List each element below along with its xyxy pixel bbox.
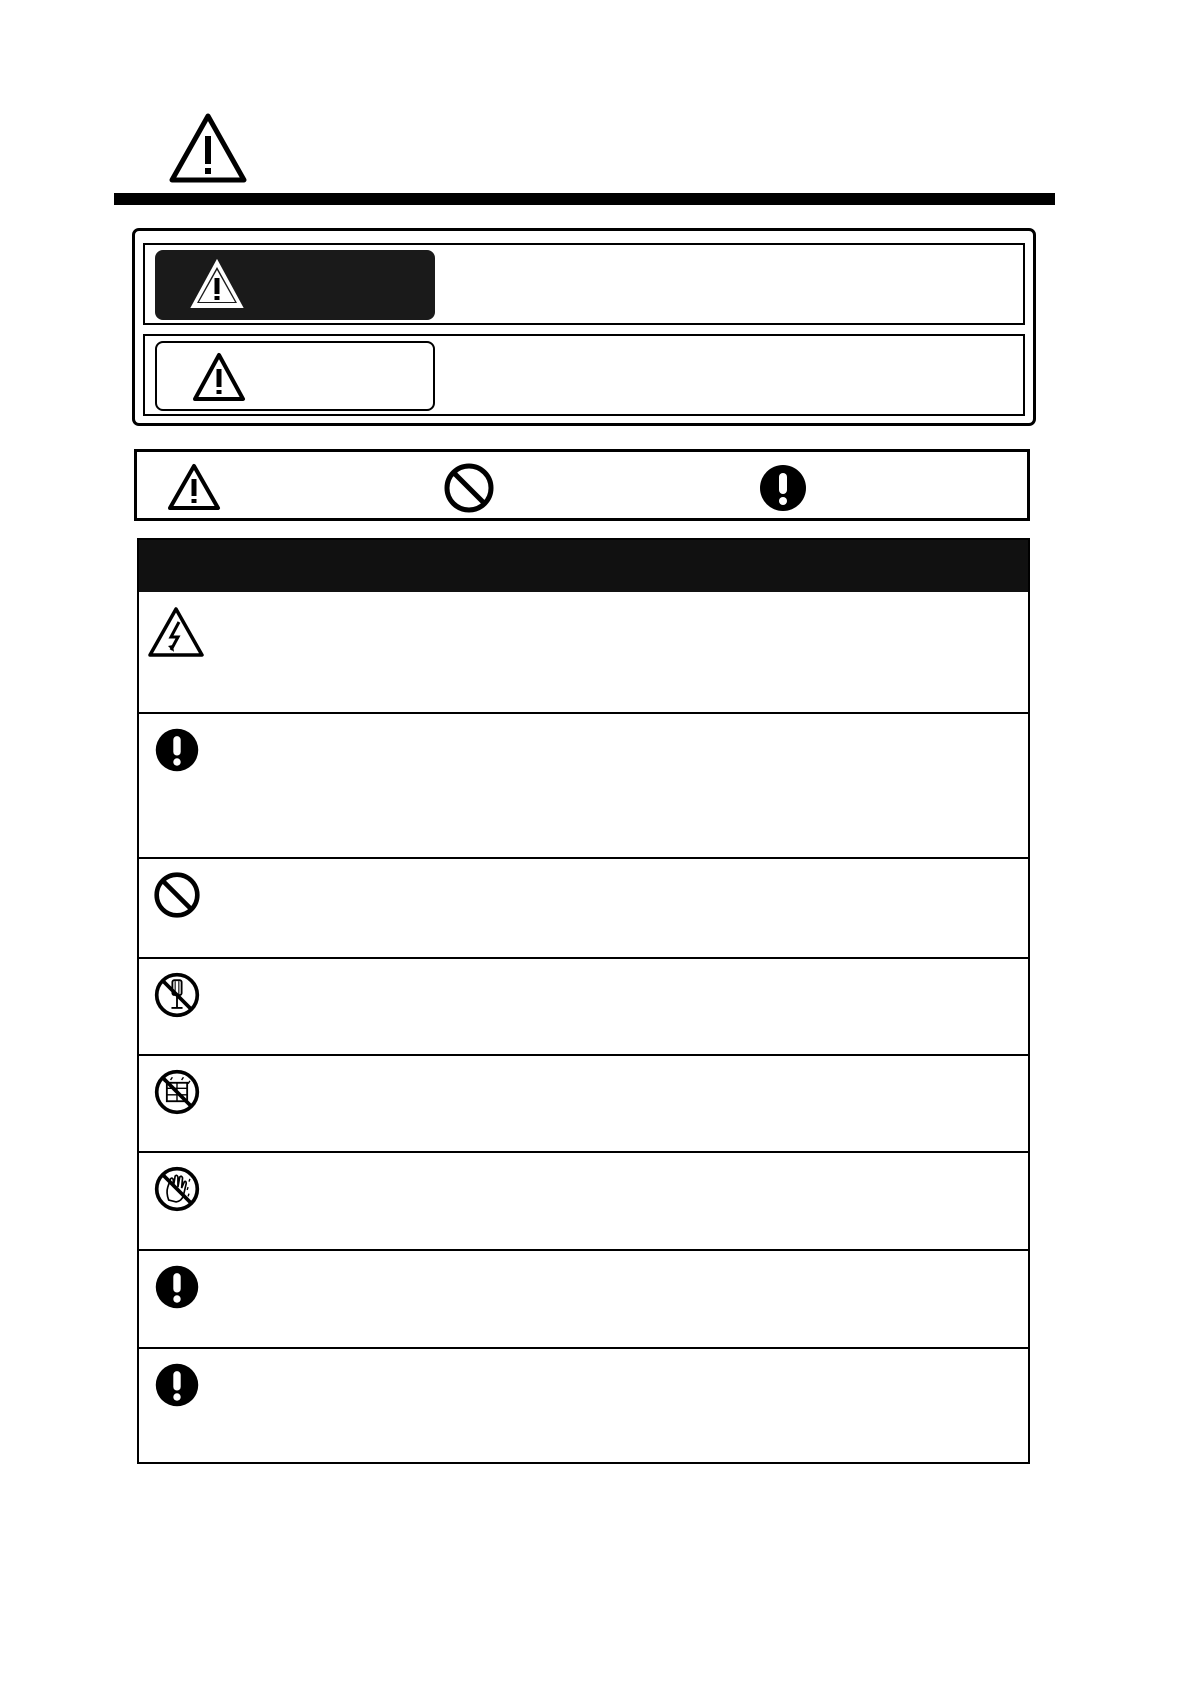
caution-label-badge — [155, 341, 435, 411]
mandatory-action-icon — [153, 1361, 201, 1409]
table-row — [139, 1054, 1028, 1151]
electric-shock-icon — [147, 606, 205, 658]
prohibition-icon — [443, 462, 495, 514]
legend-row-caution — [143, 334, 1025, 416]
warning-triangle-icon — [189, 258, 245, 310]
no-disassembly-icon — [153, 971, 201, 1019]
header-rule — [114, 193, 1055, 205]
table-row — [139, 1249, 1028, 1347]
warning-triangle-icon — [166, 462, 222, 512]
no-water-exposure-icon — [153, 1068, 201, 1116]
warning-triangle-icon — [191, 351, 247, 403]
mandatory-action-icon — [153, 726, 201, 774]
warning-table-header — [139, 540, 1028, 592]
table-row — [139, 1347, 1028, 1462]
table-row — [139, 857, 1028, 957]
mandatory-action-icon — [757, 462, 809, 514]
warning-table — [137, 538, 1030, 1464]
table-row — [139, 712, 1028, 857]
legend-row-warning — [143, 243, 1025, 325]
table-row — [139, 957, 1028, 1054]
prohibition-icon — [153, 871, 201, 919]
signal-word-legend — [132, 228, 1036, 426]
table-row — [139, 592, 1028, 712]
table-row — [139, 1151, 1028, 1249]
header-warning-icon — [168, 112, 248, 184]
warning-label-badge — [155, 250, 435, 320]
no-wet-hands-icon — [153, 1165, 201, 1213]
mandatory-action-icon — [153, 1263, 201, 1311]
pictogram-key — [134, 449, 1030, 521]
